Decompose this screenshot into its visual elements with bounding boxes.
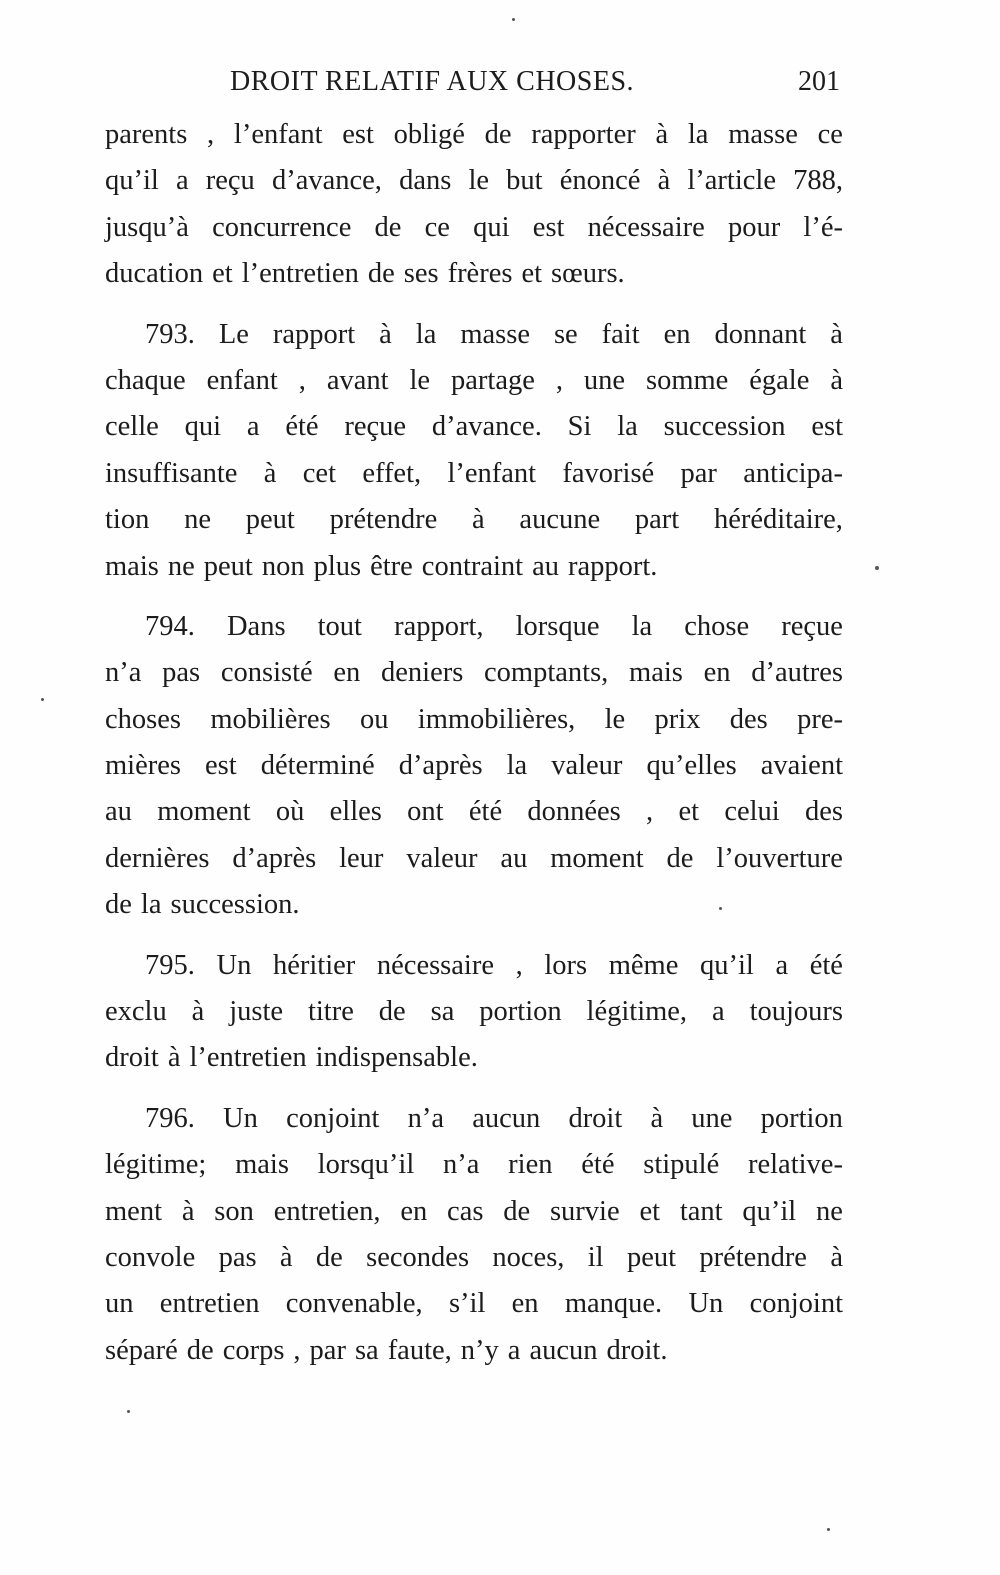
text-line: mières est déterminé d’après la valeur qu’elles avaient	[105, 750, 843, 782]
text-line: parents , l’enfant est obligé de rapporter à la masse ce	[105, 119, 843, 150]
text-line: exclu à juste titre de sa portion légitime, a toujours	[105, 996, 843, 1028]
text-line: légitime; mais lorsqu’il n’a rien été stipulé relative-	[105, 1149, 843, 1181]
scan-speck	[875, 566, 879, 570]
paragraph-794	[105, 604, 843, 929]
paragraph-793	[105, 312, 843, 590]
paragraph-795	[105, 943, 843, 1082]
text-line: 795. Un héritier nécessaire , lors même qu’il a été	[145, 949, 843, 981]
text-line: 796. Un conjoint n’a aucun droit à une portion	[145, 1102, 843, 1134]
text-line: convole pas à de secondes noces, il peut prétendre à	[105, 1241, 843, 1273]
text-line: droit à l’entretien indispensable.	[105, 1042, 478, 1074]
text-line: tion ne peut prétendre à aucune part héréditaire,	[105, 504, 843, 536]
text-line: celle qui a été reçue d’avance. Si la succession est	[105, 411, 843, 443]
paragraph-continuation	[105, 112, 843, 298]
scan-speck	[827, 1528, 830, 1531]
scan-speck	[512, 18, 515, 21]
scan-speck	[127, 1410, 130, 1413]
text-line: 794. Dans tout rapport, lorsque la chose reçue	[145, 610, 843, 642]
text-line: au moment où elles ont été données , et celui des	[105, 796, 843, 828]
text-line: dernières d’après leur valeur au moment de l’ouverture	[105, 842, 843, 874]
paragraph-796	[105, 1096, 843, 1374]
page-number: 201	[798, 66, 840, 97]
text-line: mais ne peut non plus être contraint au rapport.	[105, 550, 658, 582]
text-line: qu’il a reçu d’avance, dans le but énoncé à l’article 788,	[105, 165, 843, 197]
scan-speck	[41, 698, 44, 701]
page-header	[105, 66, 840, 110]
text-line: chaque enfant , avant le partage , une somme égale à	[105, 364, 843, 396]
text-line: ducation et l’entretien de ses frères et sœurs.	[105, 258, 625, 290]
text-line: insuffisante à cet effet, l’enfant favorisé par anticipa-	[105, 457, 843, 489]
text-line: choses mobilières ou immobilières, le prix des pre-	[105, 703, 843, 735]
text-line: ment à son entretien, en cas de survie et tant qu’il ne	[105, 1195, 843, 1227]
text-line: séparé de corps , par sa faute, n’y a aucun droit.	[105, 1334, 668, 1366]
text-line: 793. Le rapport à la masse se fait en donnant à	[145, 318, 843, 350]
scan-speck	[719, 907, 722, 910]
text-line: jusqu’à concurrence de ce qui est nécessaire pour l’é-	[105, 211, 843, 243]
body-text	[105, 112, 843, 1388]
text-line: n’a pas consisté en deniers comptants, mais en d’autres	[105, 657, 843, 689]
text-line: de la succession.	[105, 889, 300, 921]
text-line: un entretien convenable, s’il en manque. Un conjoint	[105, 1288, 843, 1320]
running-title: DROIT RELATIF AUX CHOSES.	[230, 66, 635, 97]
